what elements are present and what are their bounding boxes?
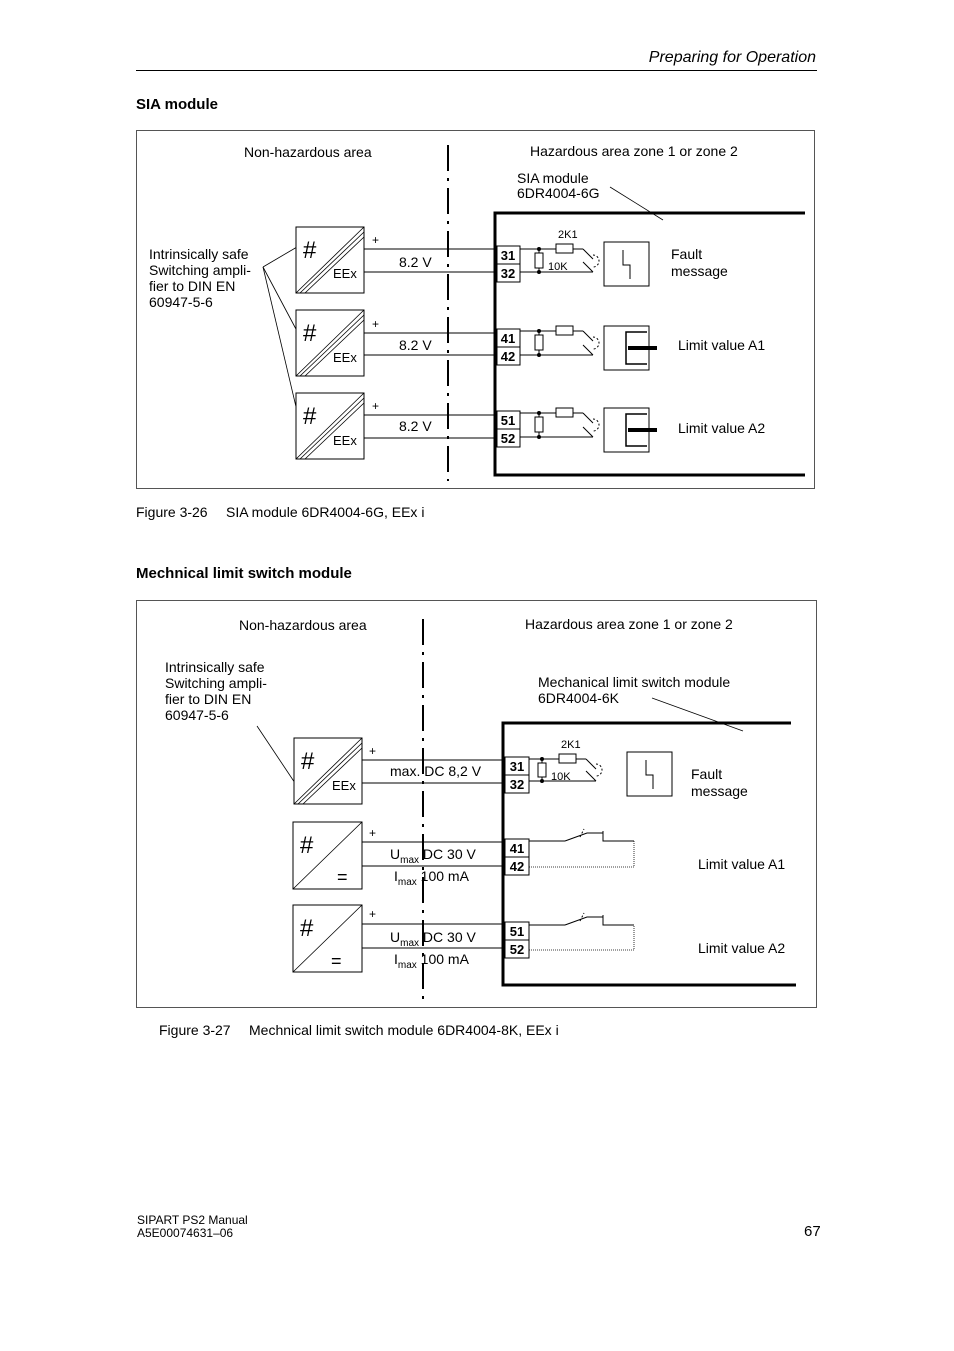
resistor-10k-1 (535, 253, 543, 268)
figure-number: Figure 3-27 (159, 1022, 231, 1038)
imax-label-2: $I_{max}$ 100 mA (394, 951, 469, 971)
voltage-label-3: 8.2 V (399, 418, 432, 434)
module-name-label: SIA module (517, 170, 589, 186)
amp-label-line4: 60947-5-6 (165, 707, 229, 723)
amp-leader-2 (263, 267, 297, 331)
hash-symbol-2: # (303, 320, 317, 347)
amp-label-line2: Switching ampli- (165, 675, 267, 691)
amp-label-line1: Intrinsically safe (149, 246, 249, 262)
hash-symbol-1: # (301, 748, 315, 775)
resistor-2k1-2 (556, 326, 573, 335)
resistor-10k-2 (535, 335, 543, 350)
resistor-2k1-3 (556, 408, 573, 417)
channel-41-42 (293, 822, 785, 889)
hash-symbol-1: # (303, 237, 317, 264)
eex-label: EEx (332, 778, 356, 793)
voltage-label-2: 8.2 V (399, 337, 432, 353)
equals-symbol-2: = (331, 951, 342, 971)
resistor-2k1-label: 2K1 (561, 739, 581, 751)
amp-label-line3: fier to DIN EN (149, 278, 236, 294)
plus-label-3: + (372, 399, 380, 413)
amp-leader (257, 726, 297, 786)
amp-label-line4: 60947-5-6 (149, 294, 213, 310)
limit-a1-label: Limit value A1 (678, 337, 766, 353)
hash-symbol-3: # (303, 403, 317, 430)
plus-label-1: + (372, 233, 380, 247)
svg-text:52: 52 (500, 431, 516, 446)
figure-caption-text: Mechnical limit switch module 6DR4004-8K, EEx i (249, 1022, 559, 1038)
page-number: 67 (804, 1223, 821, 1240)
supply-label: max. DC 8,2 V (390, 763, 482, 779)
footer-line1: SIPART PS2 Manual (137, 1213, 248, 1227)
resistor-10k-label: 10K (548, 261, 568, 273)
amp-label-line3: fier to DIN EN (165, 691, 252, 707)
svg-text:32: 32 (500, 266, 516, 281)
amp-leader-1 (263, 247, 297, 267)
fault-symbol-box (604, 242, 649, 286)
umax-label-1: $U_{max}$ DC 30 V (390, 846, 476, 866)
channel-41-42 (296, 310, 765, 376)
limit-a2-label: Limit value A2 (678, 420, 766, 436)
footer-line2: A5E00074631–06 (137, 1226, 234, 1240)
plus-label-2: + (369, 826, 377, 840)
eex-label-2: EEx (333, 350, 357, 365)
svg-text:51: 51 (509, 924, 525, 939)
figure-caption-3-26 (136, 504, 424, 520)
svg-text:52: 52 (509, 942, 525, 957)
figure-sia-diagram (136, 130, 815, 489)
resistor-10k (538, 763, 546, 777)
svg-text:42: 42 (500, 349, 516, 364)
section-heading-mechanical: Mechnical limit switch module (136, 565, 352, 582)
resistor-10k-label: 10K (551, 771, 571, 783)
footer-manual (137, 1214, 248, 1240)
mechanical-wiring-diagram (137, 601, 816, 1007)
amp-label-line2: Switching ampli- (149, 262, 251, 278)
figure-caption-text: SIA module 6DR4004-6G, EEx i (226, 504, 425, 520)
channel-31-32 (296, 227, 728, 293)
amp-label-line1: Intrinsically safe (165, 659, 265, 675)
section-heading-sia: SIA module (136, 96, 218, 113)
switch-contact-2 (565, 917, 603, 925)
hash-symbol-3: # (300, 915, 314, 942)
non-hazardous-label: Non-hazardous area (244, 144, 372, 160)
svg-text:42: 42 (509, 859, 525, 874)
resistor-2k1-label: 2K1 (558, 229, 578, 241)
module-leader-line (652, 698, 743, 731)
hazardous-label: Hazardous area zone 1 or zone 2 (530, 143, 738, 159)
channel-51-52 (296, 393, 765, 459)
switch-contact-1 (565, 833, 603, 841)
fault-label-line2: message (691, 783, 748, 799)
module-code-label: 6DR4004-6G (517, 185, 600, 201)
svg-text:41: 41 (500, 331, 516, 346)
fault-symbol-box (627, 752, 672, 796)
hazardous-label: Hazardous area zone 1 or zone 2 (525, 616, 733, 632)
svg-text:31: 31 (500, 248, 516, 263)
resistor-2k1 (559, 754, 576, 763)
umax-label-2: $U_{max}$ DC 30 V (390, 929, 476, 949)
resistor-10k-3 (535, 417, 543, 432)
limit-a1-label: Limit value A1 (698, 856, 786, 872)
eex-label-1: EEx (333, 266, 357, 281)
module-code-label: 6DR4004-6K (538, 690, 619, 706)
channel-51-52 (293, 905, 785, 972)
fault-label-line2: message (671, 263, 728, 279)
resistor-2k1-1 (556, 244, 573, 253)
hash-symbol-2: # (300, 832, 314, 859)
header-rule (136, 70, 817, 71)
svg-text:41: 41 (509, 841, 525, 856)
eex-label-3: EEx (333, 433, 357, 448)
voltage-label-1: 8.2 V (399, 254, 432, 270)
plus-label-2: + (372, 317, 380, 331)
svg-text:51: 51 (500, 413, 516, 428)
plus-label-1: + (369, 744, 377, 758)
module-name-label: Mechanical limit switch module (538, 674, 731, 690)
running-header: Preparing for Operation (648, 49, 816, 66)
svg-text:31: 31 (509, 759, 525, 774)
figure-mechanical-diagram (136, 600, 817, 1008)
module-leader-line (610, 187, 663, 220)
svg-text:32: 32 (509, 777, 525, 792)
plus-label-3: + (369, 907, 377, 921)
fault-label-line1: Fault (671, 246, 703, 262)
figure-number: Figure 3-26 (136, 504, 208, 520)
amp-leader-3 (263, 267, 297, 411)
limit-a2-label: Limit value A2 (698, 940, 786, 956)
equals-symbol-1: = (337, 867, 348, 887)
fault-label-line1: Fault (691, 766, 723, 782)
non-hazardous-label: Non-hazardous area (239, 617, 367, 633)
sia-wiring-diagram (137, 131, 814, 488)
channel-31-32 (294, 738, 748, 804)
imax-label-1: $I_{max}$ 100 mA (394, 868, 469, 888)
figure-caption-3-27 (159, 1022, 559, 1038)
